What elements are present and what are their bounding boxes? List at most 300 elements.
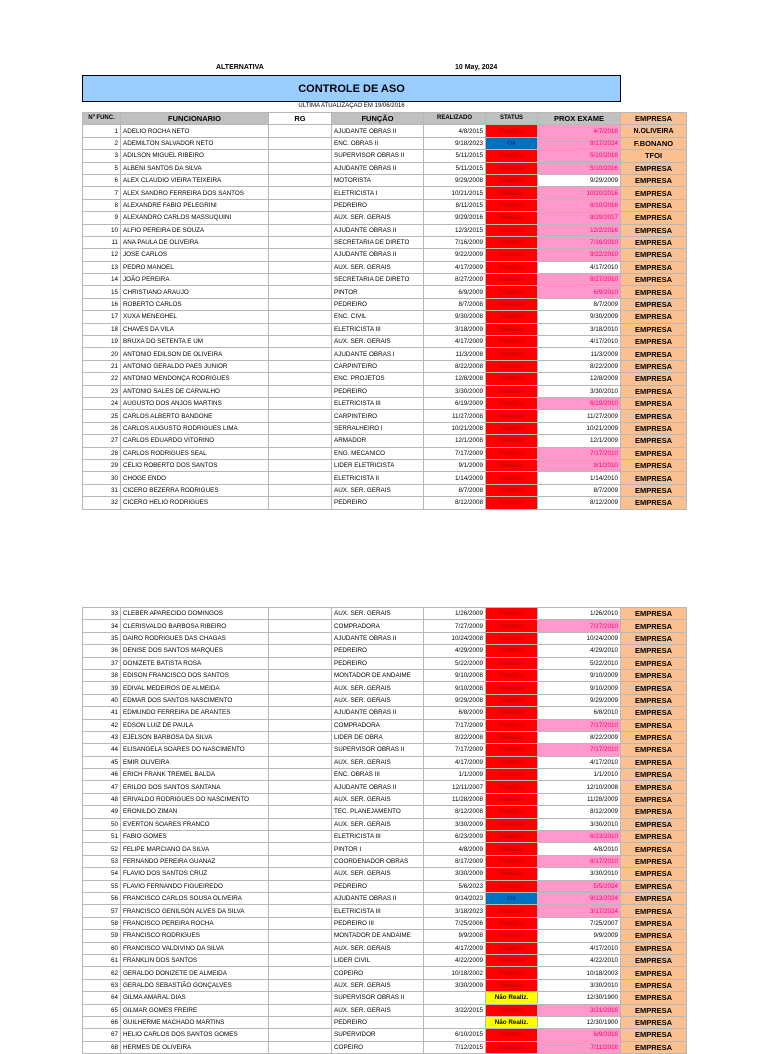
- company-name: EMPRESA: [621, 855, 687, 867]
- employee-function: COPEIRO: [332, 1041, 424, 1053]
- employee-number: 47: [83, 781, 121, 793]
- table-row: [83, 137, 687, 149]
- employee-name: CICERO HELIO RODRIGUES: [121, 497, 269, 509]
- employee-rg: [269, 1029, 332, 1041]
- status-badge: Realizar: [486, 447, 538, 459]
- employee-rg: [269, 608, 332, 620]
- employee-rg: [269, 855, 332, 867]
- employee-name: ALEX CLAUDIO VIEIRA TEIXEIRA: [121, 174, 269, 186]
- company-name: EMPRESA: [621, 954, 687, 966]
- employee-name: CARLOS RODRIGUES SEAL: [121, 447, 269, 459]
- company-name: EMPRESA: [621, 843, 687, 855]
- company-name: EMPRESA: [621, 212, 687, 224]
- next-exam-date: 6/9/2016: [538, 1029, 621, 1041]
- table-row: [83, 769, 687, 781]
- employee-function: PEDREIRO: [332, 657, 424, 669]
- company-name: EMPRESA: [621, 1016, 687, 1028]
- company-name: EMPRESA: [621, 868, 687, 880]
- status-badge: Realizar: [486, 793, 538, 805]
- employee-name: FLAVIO FERNANDO FIGUEIREDO: [121, 880, 269, 892]
- exam-done-date: 4/17/2009: [424, 756, 486, 768]
- employee-number: 40: [83, 694, 121, 706]
- table-row: [83, 843, 687, 855]
- status-badge: Realizar: [486, 162, 538, 174]
- employee-number: 67: [83, 1029, 121, 1041]
- employee-name: ANTONIO SALES DE CARVALHO: [121, 385, 269, 397]
- status-badge: Realizar: [486, 125, 538, 137]
- status-badge: Realizar: [486, 818, 538, 830]
- table-row: [83, 917, 687, 929]
- page-title: CONTROLE DE ASO: [82, 75, 621, 102]
- company-name: EMPRESA: [621, 373, 687, 385]
- employee-function: COPEIRO: [332, 967, 424, 979]
- status-badge: Realizar: [486, 323, 538, 335]
- company-name: EMPRESA: [621, 892, 687, 904]
- exam-done-date: 8/22/2008: [424, 731, 486, 743]
- next-exam-date: 7/11/2016: [538, 1041, 621, 1053]
- exam-done-date: 9/9/2008: [424, 930, 486, 942]
- employee-name: DONIZETE BATISTA ROSA: [121, 657, 269, 669]
- next-exam-date: 9/13/2024: [538, 892, 621, 904]
- employee-rg: [269, 769, 332, 781]
- status-badge: Realizar: [486, 286, 538, 298]
- employee-function: AUX. SER. GERAIS: [332, 336, 424, 348]
- next-exam-date: 8/22/2009: [538, 360, 621, 372]
- table-row: [83, 459, 687, 471]
- status-badge: Realizar: [486, 397, 538, 409]
- table-row: [83, 150, 687, 162]
- table-row: [83, 1016, 687, 1028]
- exam-done-date: 9/10/2008: [424, 669, 486, 681]
- employee-name: CICERO BEZERRA RODRIGUES: [121, 484, 269, 496]
- table-row: [83, 669, 687, 681]
- employee-function: PEDREIRO: [332, 1016, 424, 1028]
- employee-name: EDMAR DOS SANTOS NASCIMENTO: [121, 694, 269, 706]
- employee-name: EJELSON BARBOSA DA SILVA: [121, 731, 269, 743]
- employee-rg: [269, 336, 332, 348]
- employee-number: 68: [83, 1041, 121, 1053]
- company-name: EMPRESA: [621, 620, 687, 632]
- exam-done-date: 12/3/2015: [424, 224, 486, 236]
- status-badge: Realizar: [486, 707, 538, 719]
- next-exam-date: 8/12/2009: [538, 497, 621, 509]
- table-row: [83, 719, 687, 731]
- exam-done-date: 4/22/2009: [424, 954, 486, 966]
- status-badge: Realizar: [486, 497, 538, 509]
- employee-function: ENC. CIVIL: [332, 311, 424, 323]
- table-row: [83, 756, 687, 768]
- exam-done-date: 4/8/2015: [424, 125, 486, 137]
- next-exam-date: 12/2/2016: [538, 224, 621, 236]
- table-row: [83, 1041, 687, 1053]
- employee-function: AJUDANTE OBRAS II: [332, 707, 424, 719]
- exam-done-date: 8/27/2009: [424, 274, 486, 286]
- status-badge: Realizar: [486, 187, 538, 199]
- employee-number: 22: [83, 373, 121, 385]
- table-row: [83, 373, 687, 385]
- status-badge: Realizar: [486, 1004, 538, 1016]
- status-badge: Realizar: [486, 669, 538, 681]
- exam-done-date: 9/29/2016: [424, 212, 486, 224]
- employee-name: GERALDO SEBASTIÃO GONÇALVES: [121, 979, 269, 991]
- table-row: [83, 967, 687, 979]
- employee-rg: [269, 682, 332, 694]
- table-row: [83, 620, 687, 632]
- employee-number: 14: [83, 274, 121, 286]
- company-name: N.OLIVEIRA: [621, 125, 687, 137]
- employee-number: 19: [83, 336, 121, 348]
- status-badge: Realizar: [486, 459, 538, 471]
- next-exam-date: 12/30/1900: [538, 992, 621, 1004]
- employee-number: 21: [83, 360, 121, 372]
- employee-number: 63: [83, 979, 121, 991]
- company-name: EMPRESA: [621, 806, 687, 818]
- next-exam-date: 7/27/2010: [538, 620, 621, 632]
- company-name: TFOI: [621, 150, 687, 162]
- company-name: EMPRESA: [621, 756, 687, 768]
- company-name: EMPRESA: [621, 831, 687, 843]
- employee-name: CHAVES DA VILA: [121, 323, 269, 335]
- employee-number: 7: [83, 187, 121, 199]
- table-row: [83, 682, 687, 694]
- employee-rg: [269, 731, 332, 743]
- next-exam-date: 7/17/2010: [538, 744, 621, 756]
- report-date: 10 May, 2024: [455, 64, 498, 71]
- employee-rg: [269, 360, 332, 372]
- exam-done-date: 6/19/2009: [424, 397, 486, 409]
- employee-function: COMPRADORA: [332, 620, 424, 632]
- company-name: EMPRESA: [621, 224, 687, 236]
- table-row: [83, 174, 687, 186]
- company-name: EMPRESA: [621, 484, 687, 496]
- next-exam-date: 3/30/2010: [538, 979, 621, 991]
- employee-number: 6: [83, 174, 121, 186]
- table-row: [83, 942, 687, 954]
- employee-number: 37: [83, 657, 121, 669]
- employee-name: ROBERTO CARLOS: [121, 298, 269, 310]
- employee-number: 54: [83, 868, 121, 880]
- next-exam-date: 3/30/2010: [538, 385, 621, 397]
- table-row: [83, 323, 687, 335]
- table-row: [83, 979, 687, 991]
- employee-rg: [269, 707, 332, 719]
- employee-name: HELIO CARLOS DOS SANTOS GOMES: [121, 1029, 269, 1041]
- status-badge: Realizar: [486, 843, 538, 855]
- aso-table-page-2: [82, 607, 687, 1054]
- employee-number: 46: [83, 769, 121, 781]
- company-name: EMPRESA: [621, 682, 687, 694]
- status-badge: Realizar: [486, 967, 538, 979]
- employee-number: 66: [83, 1016, 121, 1028]
- employee-function: AJUDANTE OBRAS I: [332, 348, 424, 360]
- employee-rg: [269, 620, 332, 632]
- exam-done-date: 9/22/2009: [424, 249, 486, 261]
- company-name: EMPRESA: [621, 261, 687, 273]
- status-badge: Realizar: [486, 769, 538, 781]
- next-exam-date: 9/1/2010: [538, 459, 621, 471]
- col-header-next-exam: PROX EXAME: [538, 113, 621, 125]
- employee-number: 29: [83, 459, 121, 471]
- exam-done-date: 7/25/2006: [424, 917, 486, 929]
- employee-rg: [269, 979, 332, 991]
- next-exam-date: 7/25/2007: [538, 917, 621, 929]
- employee-rg: [269, 669, 332, 681]
- next-exam-date: 11/3/2009: [538, 348, 621, 360]
- status-badge: Realizar: [486, 645, 538, 657]
- employee-rg: [269, 447, 332, 459]
- status-badge: Realizar: [486, 744, 538, 756]
- company-name: EMPRESA: [621, 274, 687, 286]
- employee-function: LIDER CIVIL: [332, 954, 424, 966]
- employee-number: 1: [83, 125, 121, 137]
- employee-function: CARPINTEIRO: [332, 360, 424, 372]
- employee-number: 2: [83, 137, 121, 149]
- next-exam-date: 9/30/2009: [538, 311, 621, 323]
- employee-number: 45: [83, 756, 121, 768]
- company-name: F.BONANO: [621, 137, 687, 149]
- employee-function: AUX. SER. GERAIS: [332, 793, 424, 805]
- next-exam-date: 3/17/2024: [538, 905, 621, 917]
- company-name: EMPRESA: [621, 472, 687, 484]
- exam-done-date: 7/17/2009: [424, 719, 486, 731]
- employee-number: 36: [83, 645, 121, 657]
- next-exam-date: 6/19/2010: [538, 397, 621, 409]
- next-exam-date: 9/29/2009: [538, 694, 621, 706]
- table-row: [83, 435, 687, 447]
- next-exam-date: 4/7/2016: [538, 125, 621, 137]
- employee-name: EVERTON SOARES FRANCO: [121, 818, 269, 830]
- exam-done-date: 3/30/2009: [424, 979, 486, 991]
- exam-done-date: 10/24/2008: [424, 632, 486, 644]
- employee-rg: [269, 410, 332, 422]
- col-header-function: FUNÇÃO: [332, 113, 424, 125]
- table-row: [83, 125, 687, 137]
- table-row: [83, 410, 687, 422]
- exam-done-date: 10/21/2015: [424, 187, 486, 199]
- employee-function: ELETRICISTA II: [332, 472, 424, 484]
- exam-done-date: 8/22/2008: [424, 360, 486, 372]
- table-row: [83, 707, 687, 719]
- table-row: [83, 360, 687, 372]
- employee-name: ANTONIO EDILSON DE OLIVEIRA: [121, 348, 269, 360]
- next-exam-date: 1/14/2010: [538, 472, 621, 484]
- col-header-rg: RG: [269, 113, 332, 125]
- table-row: [83, 818, 687, 830]
- table-row: [83, 286, 687, 298]
- employee-rg: [269, 930, 332, 942]
- company-name: EMPRESA: [621, 1029, 687, 1041]
- employee-function: PEDREIRO: [332, 298, 424, 310]
- employee-name: DENISE DOS SANTOS MARQUES: [121, 645, 269, 657]
- status-badge: Ok: [486, 892, 538, 904]
- exam-done-date: 4/29/2009: [424, 645, 486, 657]
- status-badge: Realizar: [486, 373, 538, 385]
- next-exam-date: 12/8/2009: [538, 373, 621, 385]
- employee-rg: [269, 868, 332, 880]
- exam-done-date: 8/12/2008: [424, 497, 486, 509]
- employee-name: CHOGE ENDO: [121, 472, 269, 484]
- company-name: EMPRESA: [621, 497, 687, 509]
- employee-function: AUX. SER. GERAIS: [332, 1004, 424, 1016]
- employee-function: CARPINTEIRO: [332, 410, 424, 422]
- employee-rg: [269, 806, 332, 818]
- employee-function: PEDREIRO III: [332, 917, 424, 929]
- status-badge: Realizar: [486, 694, 538, 706]
- employee-function: AUX. SER. GERAIS: [332, 868, 424, 880]
- table-row: [83, 806, 687, 818]
- company-name: EMPRESA: [621, 657, 687, 669]
- employee-rg: [269, 162, 332, 174]
- next-exam-date: 9/22/2010: [538, 249, 621, 261]
- table-row: [83, 694, 687, 706]
- company-name: EMPRESA: [621, 410, 687, 422]
- exam-done-date: 9/18/2023: [424, 137, 486, 149]
- status-badge: Realizar: [486, 174, 538, 186]
- employee-name: CARLOS ALBERTO BANDONE: [121, 410, 269, 422]
- table-row: [83, 422, 687, 434]
- company-name: EMPRESA: [621, 422, 687, 434]
- next-exam-date: 4/22/2010: [538, 954, 621, 966]
- employee-function: MOTORISTA: [332, 174, 424, 186]
- employee-function: SUPERVISOR OBRAS II: [332, 744, 424, 756]
- company-name: EMPRESA: [621, 632, 687, 644]
- employee-rg: [269, 348, 332, 360]
- status-badge: Não Realiz.: [486, 992, 538, 1004]
- company-label: ALTERNATIVA: [216, 64, 264, 71]
- table-row: [83, 484, 687, 496]
- status-badge: Realizar: [486, 150, 538, 162]
- exam-done-date: 11/3/2008: [424, 348, 486, 360]
- employee-rg: [269, 150, 332, 162]
- employee-number: 39: [83, 682, 121, 694]
- exam-done-date: 7/12/2015: [424, 1041, 486, 1053]
- employee-number: 27: [83, 435, 121, 447]
- employee-rg: [269, 385, 332, 397]
- exam-done-date: 1/26/2009: [424, 608, 486, 620]
- table-row: [83, 274, 687, 286]
- company-name: EMPRESA: [621, 286, 687, 298]
- employee-function: ENC. OBRAS III: [332, 769, 424, 781]
- table-row: [83, 348, 687, 360]
- company-name: EMPRESA: [621, 336, 687, 348]
- status-badge: Realizar: [486, 756, 538, 768]
- table-row: [83, 249, 687, 261]
- company-name: EMPRESA: [621, 385, 687, 397]
- next-exam-date: 8/12/2009: [538, 806, 621, 818]
- employee-name: GILMA AMARAL DIAS: [121, 992, 269, 1004]
- company-name: EMPRESA: [621, 719, 687, 731]
- table-row: [83, 472, 687, 484]
- employee-number: 58: [83, 917, 121, 929]
- table-row: [83, 261, 687, 273]
- employee-number: 52: [83, 843, 121, 855]
- employee-number: 26: [83, 422, 121, 434]
- next-exam-date: 4/17/2010: [538, 261, 621, 273]
- employee-name: GERALDO DONIZETE DE ALMEIDA: [121, 967, 269, 979]
- employee-name: EDMUNDO FERREIRA DE ARANTES: [121, 707, 269, 719]
- exam-done-date: 11/27/2008: [424, 410, 486, 422]
- exam-done-date: 8/7/2008: [424, 484, 486, 496]
- employee-name: EMIR OLIVEIRA: [121, 756, 269, 768]
- company-name: EMPRESA: [621, 669, 687, 681]
- status-badge: Ok: [486, 137, 538, 149]
- employee-number: 13: [83, 261, 121, 273]
- employee-number: 5: [83, 162, 121, 174]
- next-exam-date: 12/30/1900: [538, 1016, 621, 1028]
- employee-name: JOSE CARLOS: [121, 249, 269, 261]
- employee-name: ALEX SANDRO FERREIRA DOS SANTOS: [121, 187, 269, 199]
- employee-name: GILMAR GOMES FREIRE: [121, 1004, 269, 1016]
- next-exam-date: 11/28/2009: [538, 793, 621, 805]
- employee-name: BRUXA DO SETENTA E UM: [121, 336, 269, 348]
- next-exam-date: 8/27/2010: [538, 274, 621, 286]
- employee-function: ENG. MECANICO: [332, 447, 424, 459]
- company-name: EMPRESA: [621, 744, 687, 756]
- company-name: EMPRESA: [621, 298, 687, 310]
- status-badge: Realizar: [486, 336, 538, 348]
- employee-rg: [269, 212, 332, 224]
- employee-number: 44: [83, 744, 121, 756]
- employee-function: SUPERVISOR OBRAS II: [332, 992, 424, 1004]
- exam-done-date: 4/8/2009: [424, 843, 486, 855]
- next-exam-date: 5/5/2024: [538, 880, 621, 892]
- employee-number: 16: [83, 298, 121, 310]
- employee-name: FELIPE MARCIANO DA SILVA: [121, 843, 269, 855]
- next-exam-date: 3/30/2010: [538, 868, 621, 880]
- employee-number: 20: [83, 348, 121, 360]
- table-row: [83, 892, 687, 904]
- next-exam-date: 10/24/2009: [538, 632, 621, 644]
- employee-rg: [269, 397, 332, 409]
- exam-done-date: 8/7/2008: [424, 298, 486, 310]
- employee-number: 35: [83, 632, 121, 644]
- company-name: EMPRESA: [621, 447, 687, 459]
- employee-function: AUX. SER. GERAIS: [332, 694, 424, 706]
- employee-rg: [269, 1016, 332, 1028]
- table-row: [83, 236, 687, 248]
- employee-function: AJUDANTE OBRAS II: [332, 125, 424, 137]
- employee-function: TEC. PLANEJAMENTO: [332, 806, 424, 818]
- exam-done-date: 9/30/2008: [424, 311, 486, 323]
- company-name: EMPRESA: [621, 459, 687, 471]
- status-badge: Realizar: [486, 930, 538, 942]
- status-badge: Realizar: [486, 868, 538, 880]
- table-row: [83, 645, 687, 657]
- status-badge: Realizar: [486, 880, 538, 892]
- col-header-done: REALIZADO: [424, 113, 486, 125]
- table-row: [83, 212, 687, 224]
- employee-name: ANA PAULA DE OLIVEIRA: [121, 236, 269, 248]
- exam-done-date: 5/6/2023: [424, 880, 486, 892]
- employee-rg: [269, 831, 332, 843]
- company-name: EMPRESA: [621, 608, 687, 620]
- employee-function: SUPERVISOR OBRAS II: [332, 150, 424, 162]
- next-exam-date: 10/21/2009: [538, 422, 621, 434]
- employee-number: 49: [83, 806, 121, 818]
- employee-number: 38: [83, 669, 121, 681]
- exam-done-date: 7/17/2009: [424, 744, 486, 756]
- employee-name: ADILSON MIGUEL RIBEIRO: [121, 150, 269, 162]
- employee-number: 55: [83, 880, 121, 892]
- employee-function: AUX. SER. GERAIS: [332, 756, 424, 768]
- exam-done-date: 12/1/2008: [424, 435, 486, 447]
- employee-rg: [269, 274, 332, 286]
- status-badge: Realizar: [486, 1041, 538, 1053]
- next-exam-date: 4/29/2010: [538, 645, 621, 657]
- employee-name: EDSON LUIZ DE PAULA: [121, 719, 269, 731]
- employee-name: JOÃO PEREIRA: [121, 274, 269, 286]
- next-exam-date: 9/10/2009: [538, 682, 621, 694]
